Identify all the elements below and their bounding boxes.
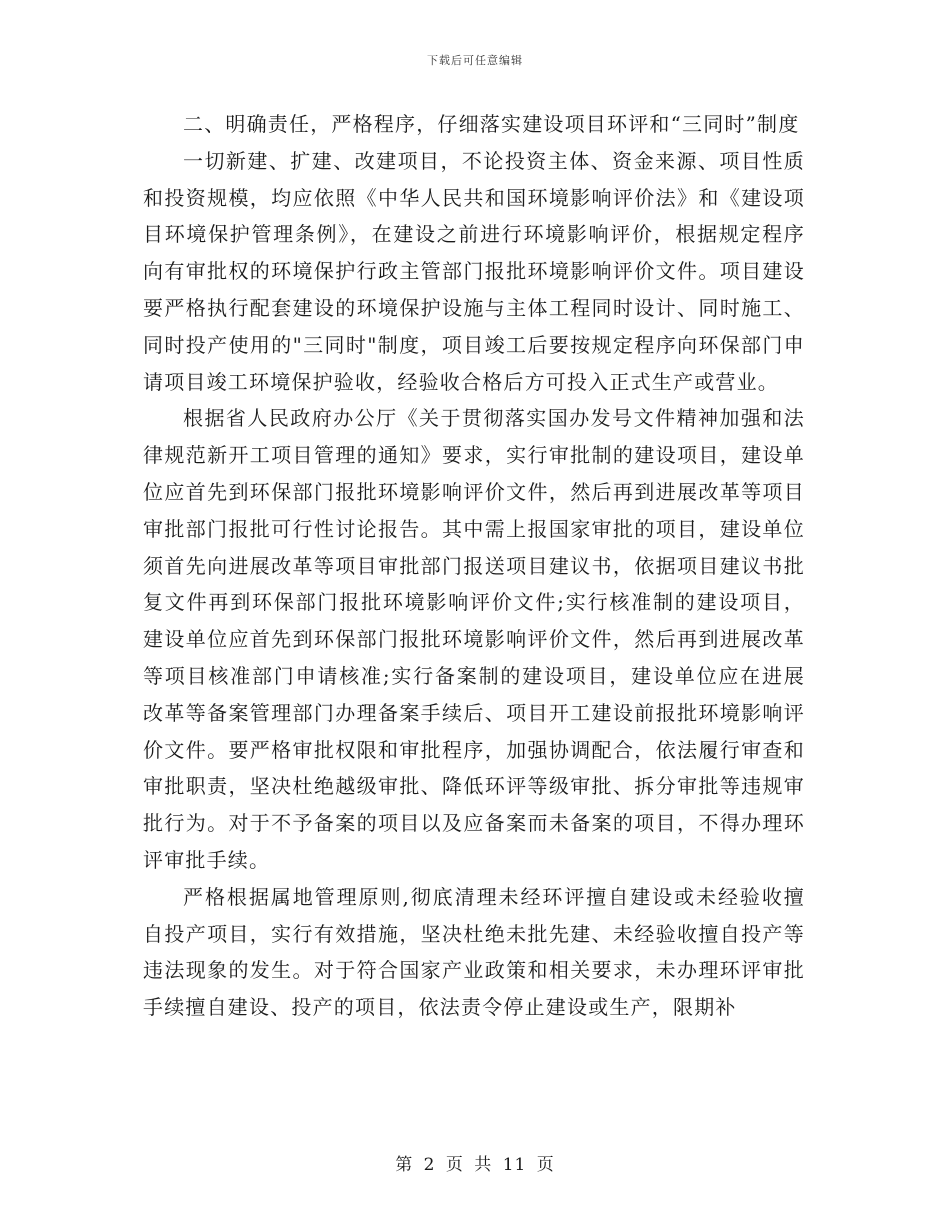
section-heading: 二、明确责任，严格程序，仔细落实建设项目环评和“三同时”制度 bbox=[183, 112, 800, 136]
body-paragraph: 一切新建、扩建、改建项目，不论投资主体、资金来源、项目性质和投资规模，均应依照《中华人民共和国环境影响评价法》和《建设项目环境保护管理条例》，在建设之前进行环境影响评价，根据规定程序向有审批权的环境保护行政主管部门报批环境影响评价文件。项目建设要严格执行配套建设的环境保护设施与主体工程同时设计、同时施工、同时投产使用的"三同时"制度，项目竣工后要按规定程序向环保部门申请项目竣工环境保护验收，经验收合格后方可投入正式生产或营业。 bbox=[143, 148, 805, 394]
page-header: 下载后可任意编辑 bbox=[427, 54, 523, 67]
document-body bbox=[143, 106, 805, 1026]
page-number: 第 2 页 共 11 页 bbox=[395, 1155, 555, 1175]
body-paragraph: 严格根据属地管理原则,彻底清理未经环评擅自建设或未经验收擅自投产项目，实行有效措施，坚决杜绝未批先建、未经验收擅自投产等违法现象的发生。对于符合国家产业政策和相关要求，未办理环评审批手续擅自建设、投产的项目，依法责令停止建设或生产，限期补 bbox=[143, 884, 805, 1020]
body-paragraph: 根据省人民政府办公厅《关于贯彻落实国办发号文件精神加强和法律规范新开工项目管理的通知》要求，实行审批制的建设项目，建设单位应首先到环保部门报批环境影响评价文件，然后再到进展改革等项目审批部门报批可行性讨论报告。其中需上报国家审批的项目，建设单位须首先向进展改革等项目审批部门报送项目建议书，依据项目建议书批复文件再到环保部门报批环境影响评价文件;实行核准制的建设项目，建设单位应首先到环保部门报批环境影响评价文件，然后再到进展改革等项目核准部门申请核准;实行备案制的建设项目，建设单位应在进展改革等备案管理部门办理备案手续后、项目开工建设前报批环境影响评价文件。要严格审批权限和审批程序，加强协调配合，依法履行审查和审批职责，坚决杜绝越级审批、降低环评等级审批、拆分审批等违规审批行为。对于不予备案的项目以及应备案而未备案的项目，不得办理环评审批手续。 bbox=[143, 406, 805, 872]
